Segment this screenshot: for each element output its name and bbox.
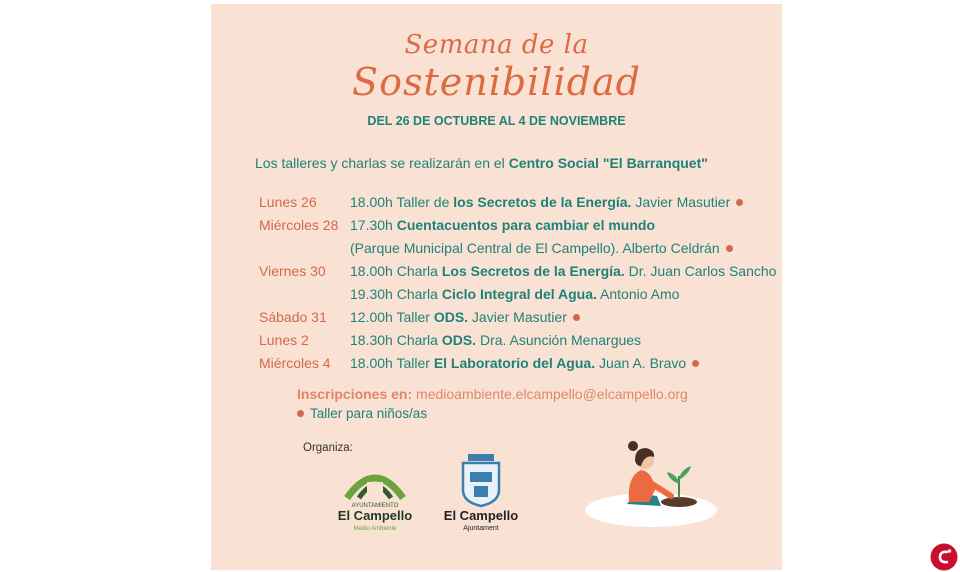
- schedule-time-type: 18.00h Charla: [350, 263, 442, 279]
- inscriptions-email[interactable]: medioambiente.elcampello@elcampello.org: [416, 386, 688, 402]
- schedule-description: [350, 240, 733, 256]
- schedule-topic: Cuentacuentos para cambiar el mundo: [396, 217, 656, 233]
- kids-legend: [297, 406, 427, 421]
- schedule-description: [350, 286, 679, 302]
- schedule-row: [211, 217, 782, 239]
- schedule-row: [211, 332, 782, 354]
- schedule-speaker: Dr. Juan Carlos Sancho: [624, 263, 777, 279]
- inscriptions: [297, 386, 688, 402]
- corner-brand-logo: [930, 543, 958, 571]
- schedule-description: [350, 332, 641, 348]
- schedule-description: [350, 309, 580, 325]
- inscriptions-label: Inscripciones en:: [297, 386, 413, 402]
- kids-dot-icon: [726, 245, 733, 252]
- title-line-1: Semana de la: [404, 30, 589, 60]
- kids-dot-icon: [736, 199, 743, 206]
- event-poster: [211, 4, 782, 570]
- logo2-name: El Campello: [443, 508, 519, 523]
- venue-intro-text: Los talleres y charlas se realizarán en el: [255, 155, 509, 171]
- schedule-topic: Ciclo Integral del Agua.: [441, 286, 597, 302]
- logo1-sub: Medio Ambiente: [353, 526, 397, 532]
- schedule-description: [350, 217, 655, 233]
- venue-name: Centro Social "El Barranquet": [508, 155, 708, 171]
- schedule-topic: ODS.: [433, 309, 469, 325]
- kids-legend-label: Taller para niños/as: [310, 406, 428, 421]
- schedule-time-type: 18.00h Taller: [350, 355, 434, 371]
- schedule-row: [211, 263, 782, 285]
- ajuntament-el-campello-logo: [439, 450, 523, 534]
- schedule-time-type: 12.00h Taller: [350, 309, 434, 325]
- schedule-day: Miércoles 4: [259, 355, 331, 371]
- schedule-day: Viernes 30: [259, 263, 326, 279]
- kids-dot-icon: [573, 314, 580, 321]
- schedule-day: Sábado 31: [259, 309, 327, 325]
- ayuntamiento-medio-ambiente-logo: [337, 460, 413, 534]
- schedule-time-type: 17.30h: [350, 217, 397, 233]
- schedule-topic: los Secretos de la Energía.: [453, 194, 632, 210]
- schedule-speaker: Antonio Amo: [596, 286, 680, 302]
- logo1-name: El Campello: [337, 508, 413, 523]
- schedule-day: Miércoles 28: [259, 217, 339, 233]
- schedule-topic: ODS.: [441, 332, 477, 348]
- schedule-speaker: Dra. Asunción Menargues: [476, 332, 642, 348]
- schedule-topic: El Laboratorio del Agua.: [433, 355, 596, 371]
- woman-planting-illustration: [583, 424, 719, 529]
- schedule-speaker: Javier Masutier: [468, 309, 567, 325]
- schedule-description: [350, 263, 776, 279]
- schedule-topic: Los Secretos de la Energía.: [441, 263, 625, 279]
- venue-intro: [255, 155, 708, 171]
- schedule-description: [350, 194, 743, 210]
- schedule-row: [211, 240, 782, 262]
- schedule-day: Lunes 26: [259, 194, 317, 210]
- schedule-speaker: Javier Masutier: [631, 194, 731, 210]
- organiza-label: Organiza:: [303, 442, 353, 454]
- title-line-2: Sostenibilidad: [352, 60, 641, 104]
- kids-dot-icon: [297, 410, 304, 417]
- kids-dot-icon: [692, 360, 699, 367]
- schedule-speaker: Juan A. Bravo: [595, 355, 687, 371]
- schedule-time-type: 18.00h Taller de: [350, 194, 454, 210]
- schedule-time-type: 18.30h Charla: [350, 332, 442, 348]
- schedule-time-type: 19.30h Charla: [350, 286, 442, 302]
- event-dates: DEL 26 DE OCTUBRE AL 4 DE NOVIEMBRE: [367, 114, 626, 128]
- schedule-row: [211, 355, 782, 377]
- schedule-row: [211, 194, 782, 216]
- schedule-row: [211, 286, 782, 308]
- schedule-time-type: (Parque Municipal Central de El Campello). Alberto Celdrán: [350, 240, 720, 256]
- schedule-description: [350, 355, 699, 371]
- schedule-day: Lunes 2: [259, 332, 309, 348]
- logo1-small-text: AYUNTAMIENTO: [351, 503, 399, 509]
- logo2-sub: Ajuntament: [463, 525, 499, 532]
- schedule-row: [211, 309, 782, 331]
